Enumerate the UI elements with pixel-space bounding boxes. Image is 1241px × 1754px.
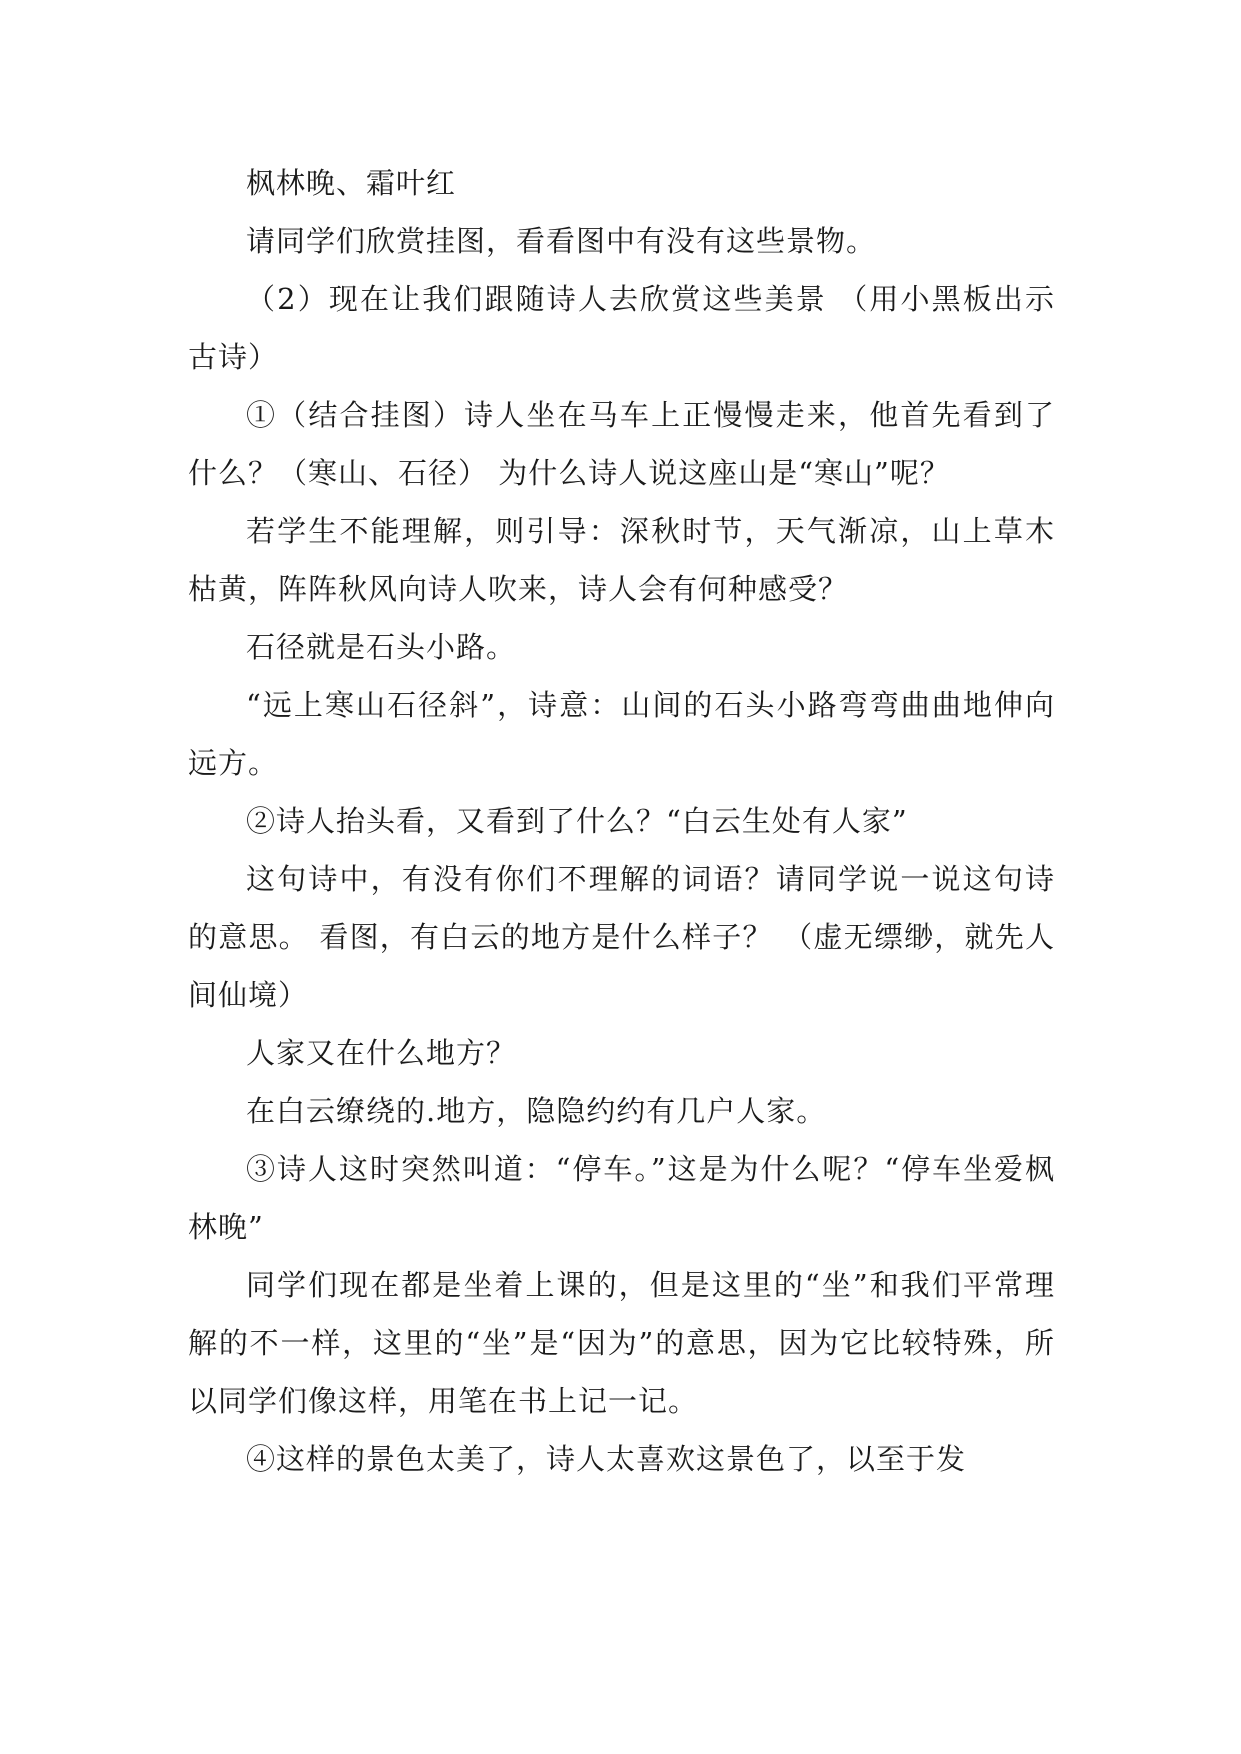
paragraph: 枫林晚、霜叶红 (246, 166, 457, 200)
paragraph: 同学们现在都是坐着上课的，但是这里的“坐”和我们平常理解的不一样，这里的“坐”是“因为”的意思，因为它比较特殊，所以同学们像这样，用笔在书上记一记。 (188, 1268, 1055, 1418)
paragraph: 石径就是石头小路。 (246, 630, 517, 664)
document-body (188, 154, 1055, 1488)
paragraph: ①（结合挂图）诗人坐在马车上正慢慢走来，他首先看到了什么？（寒山、石径） 为什么诗人说这座山是“寒山”呢？ (188, 398, 1055, 490)
paragraph: 请同学们欣赏挂图，看看图中有没有这些景物。 (246, 224, 877, 258)
paragraph: 在白云缭绕的.地方，隐隐约约有几户人家。 (246, 1094, 827, 1128)
paragraph: “远上寒山石径斜”，诗意：山间的石头小路弯弯曲曲地伸向远方。 (188, 688, 1055, 780)
paragraph: （2）现在让我们跟随诗人去欣赏这些美景 （用小黑板出示古诗） (188, 282, 1055, 374)
paragraph: ④这样的景色太美了，诗人太喜欢这景色了，以至于发 (246, 1442, 967, 1476)
paragraph: 这句诗中，有没有你们不理解的词语？请同学说一说这句诗的意思。 看图，有白云的地方是什么样子？ （虚无缥缈，就先人间仙境） (188, 862, 1055, 1012)
paragraph: 人家又在什么地方？ (246, 1036, 517, 1070)
paragraph: 若学生不能理解，则引导：深秋时节，天气渐凉，山上草木枯黄，阵阵秋风向诗人吹来，诗人会有何种感受？ (188, 514, 1055, 606)
paragraph: ③诗人这时突然叫道：“停车。”这是为什么呢？“停车坐爱枫林晚” (188, 1152, 1055, 1244)
paragraph: ②诗人抬头看，又看到了什么？“白云生处有人家” (246, 804, 908, 838)
